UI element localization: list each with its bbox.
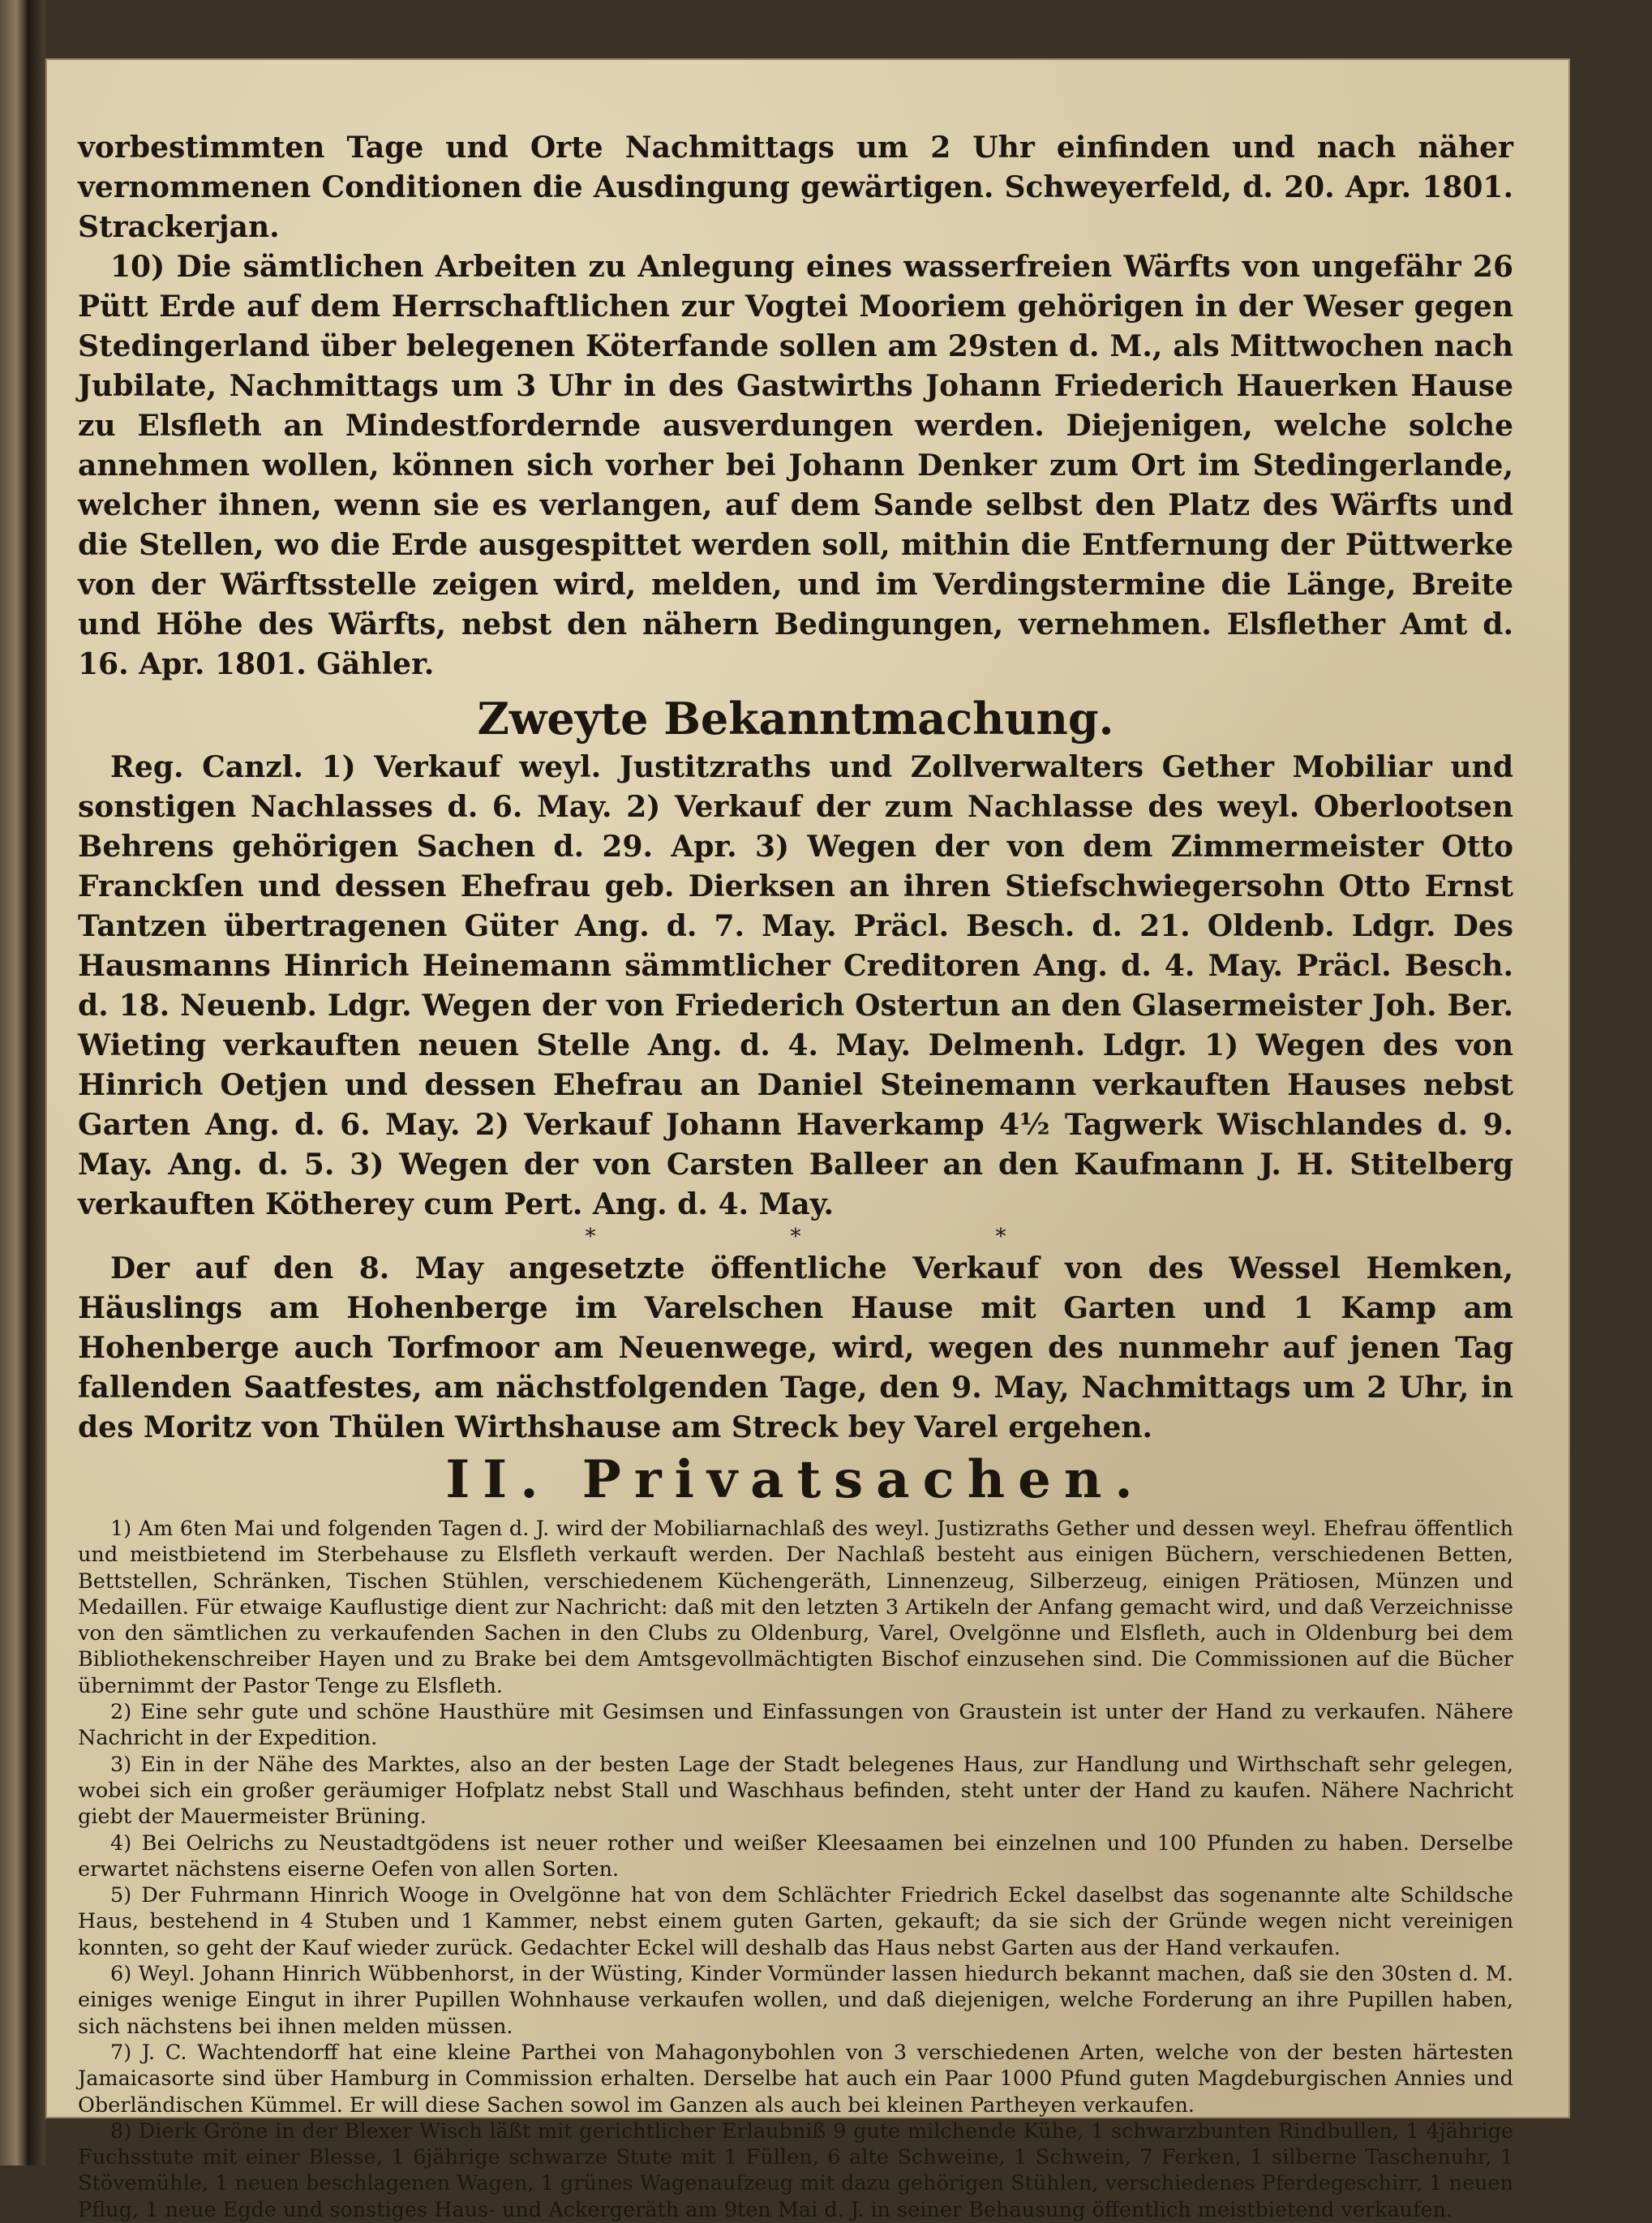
paragraph-item-10: 10) Die sämtlichen Arbeiten zu Anlegung eines wasserfreien Wärfts von ungefähr 26 Pütt Erde auf dem Herrschaftlichen zur Vogtei Mooriem gehörigen in der Weser gegen Stedingerland über belegenen Köterfande sollen am 29sten d. M., als Mittwochen nach Jubilate, Nachmittags um 3 Uhr in des Gastwirths Johann Friederich Hauerken Hause zu Elsfleth an Mindestfordernde ausverdungen werden. Diejenigen, welche solche annehmen wollen, können sich vorher bei Johann Denker zum Ort im Stedingerlande, welcher ihnen, wenn sie es verlangen, auf dem Sande selbst den Platz des Wärfts und die Stellen, wo die Erde ausgespittet werden soll, mithin die Entfernung der Püttwerke von der Wärftsstelle zeigen wird, melden, und im Verdingstermine die Länge, Breite und Höhe des Wärfts, nebst den nähern Bedingungen, vernehmen. Elsflether Amt d. 16. Apr. 1801. Gähler. [78, 250, 1513, 681]
private-item-1: 1) Am 6ten Mai und folgenden Tagen d. J. wird der Mobiliarnachlaß des weyl. Justizraths Gether und dessen weyl. Ehefrau öffentlich und meistbietend im Sterbehause zu Elsfleth verkauft werden. Der Nachlaß besteht aus einigen Büchern, verschiedenen Betten, Bettstellen, Schränken, Tischen Stühlen, verschiedenem Küchengeräth, Linnenzeug, Silberzeug, einigen Prätiosen, Münzen und Medaillen. Für etwaige Kauflustige dient zur Nachricht: daß mit den letzten 3 Artikeln der Anfang gemacht wird, und daß Verzeichnisse von den sämtlichen zu verkaufenden Sachen in den Clubs zu Oldenburg, Varel, Ovelgönne und Elsfleth, auch in Oldenburg bei dem Bibliothekenschreiber Hayen und zu Brake bei dem Amtsgevollmächtigten Bischof einzusehen sind. Die Commissionen auf die Bücher übernimmt der Pastor Tenge zu Elsfleth. [78, 1517, 1513, 1698]
book-gutter [28, 0, 45, 2165]
separator-stars [78, 1225, 1513, 1249]
heading-second-notice: Zweyte Bekanntmachung. [477, 693, 1114, 745]
newspaper-page [45, 58, 1570, 2222]
paragraph-continuation: vorbestimmten Tage und Orte Nachmittags um 2 Uhr einfinden und nach näher vernommenen Conditionen die Ausdingung gewärtigen. Schweyerfeld, d. 20. Apr. 1801. Strackerjan. [78, 131, 1513, 244]
star: * [585, 1225, 596, 1249]
page-text [78, 128, 1513, 2223]
paragraph-second-notice: Reg. Canzl. 1) Verkauf weyl. Justitzraths und Zollverwalters Gether Mobiliar und sonstigen Nachlasses d. 6. May. 2) Verkauf der zum Nachlasse des weyl. Oberlootsen Behrens gehörigen Sachen d. 29. Apr. 3) Wegen der von dem Zimmermeister Otto Franckſen und dessen Ehefrau geb. Dierksen an ihren Stiefschwiegersohn Otto Ernst Tantzen übertragenen Güter Ang. d. 7. May. Präcl. Besch. d. 21. Oldenb. Ldgr. Des Hausmanns Hinrich Heinemann sämmtlicher Creditoren Ang. d. 4. May. Präcl. Besch. d. 18. Neuenb. Ldgr. Wegen der von Friederich Ostertun an den Glasermeister Joh. Ber. Wieting verkauften neuen Stelle Ang. d. 4. May. Delmenh. Ldgr. 1) Wegen des von Hinrich Oetjen und dessen Ehefrau an Daniel Steinemann verkauften Hauses nebst Garten Ang. d. 6. May. 2) Verkauf Johann Haverkamp 4½ Tagwerk Wischlandes d. 9. May. Ang. d. 5. 3) Wegen der von Carsten Balleer an den Kaufmann J. H. Stitelberg verkauften Kötherey cum Pert. Ang. d. 4. May. [78, 750, 1513, 1221]
paragraph-varel-sale: Der auf den 8. May angesetzte öffentliche Verkauf von des Wessel Hemken, Häuslings am Hohenberge im Varelschen Hause mit Garten und 1 Kamp am Hohenberge auch Torfmoor am Neuenwege, wird, wegen des nunmehr auf jenen Tag fallenden Saatfestes, am nächstfolgenden Tage, den 9. May, Nachmittags um 2 Uhr, in des Moritz von Thülen Wirthshause am Streck bey Varel ergehen. [78, 1251, 1513, 1444]
private-item-7: 7) J. C. Wachtendorff hat eine kleine Parthei von Mahagonybohlen von 3 verschiedenen Arten, welche von der besten härtesten Jamaicasorte sind über Hamburg in Commission erhalten. Derselbe hat auch ein Paar 1000 Pfund guten Magdeburgischen Annies und Oberländischen Kümmel. Er will diese Sachen sowol im Ganzen als auch bei kleinen Partheyen verkaufen. [78, 2040, 1513, 2118]
heading-private-matters: II. Privatsachen. [445, 1449, 1146, 1510]
private-item-5: 5) Der Fuhrmann Hinrich Wooge in Ovelgönne hat von dem Schlächter Friedrich Eckel daselbst das sogenannte alte Schildsche Haus, bestehend in 4 Stuben und 1 Kammer, nebst einem guten Garten, gekauft; da sie sich der Gründe wegen nicht vereinigen konnten, so geht der Kauf wieder zurück. Gedachter Eckel will deshalb das Haus nebst Garten aus der Hand verkaufen. [78, 1883, 1513, 1960]
private-item-3: 3) Ein in der Nähe des Marktes, also an der besten Lage der Stadt belegenes Haus, zur Handlung und Wirthschaft sehr gelegen, wobei sich ein großer geräumiger Hofplatz nebst Stall und Waschhaus befinden, steht unter der Hand zu kaufen. Nähere Nachricht giebt der Mauermeister Brüning. [78, 1752, 1513, 1830]
private-item-8: 8) Dierk Gröne in der Blexer Wisch läßt mit gerichtlicher Erlaubniß 9 gute milchende Kühe, 1 schwarzbunten Rindbullen, 1 4jährige Fuchsstute mit einer Blesse, 1 6jährige schwarze Stute mit 1 Füllen, 6 alte Schweine, 1 Schwein, 7 Ferken, 1 silberne Taschenuhr, 1 Stövemühle, 1 neuen beschlagenen Wagen, 1 grünes Wagenaufzeug mit dazu gehörigen Stühlen, verschiedenes Pferdegeschirr, 1 neuen Pflug, 1 neue Egde und sonstiges Haus- und Ackergeräth am 9ten Mai d. J. in seiner Behausung öffentlich meistbietend verkaufen. [78, 2118, 1513, 2222]
private-item-4: 4) Bei Oelrichs zu Neustadtgödens ist neuer rother und weißer Kleesaamen bei einzelnen und 100 Pfunden zu haben. Derselbe erwartet nächstens eiserne Oefen von allen Sorten. [78, 1830, 1513, 1882]
private-item-6: 6) Weyl. Johann Hinrich Wübbenhorst, in der Wüsting, Kinder Vormünder lassen hiedurch bekannt machen, daß sie den 30sten d. M. einiges wenige Eingut in ihrer Pupillen Wohnhause verkaufen wollen, und daß diejenigen, welche Forderung an ihre Pupillen haben, sich nächstens bei ihnen melden müssen. [78, 1962, 1513, 2039]
star: * [790, 1225, 801, 1249]
adjacent-page-edge [0, 0, 28, 2165]
private-item-2: 2) Eine sehr gute und schöne Hausthüre mit Gesimsen und Einfassungen von Graustein ist unter der Hand zu verkaufen. Nähere Nachricht in der Expedition. [78, 1700, 1513, 1751]
star: * [995, 1225, 1006, 1249]
